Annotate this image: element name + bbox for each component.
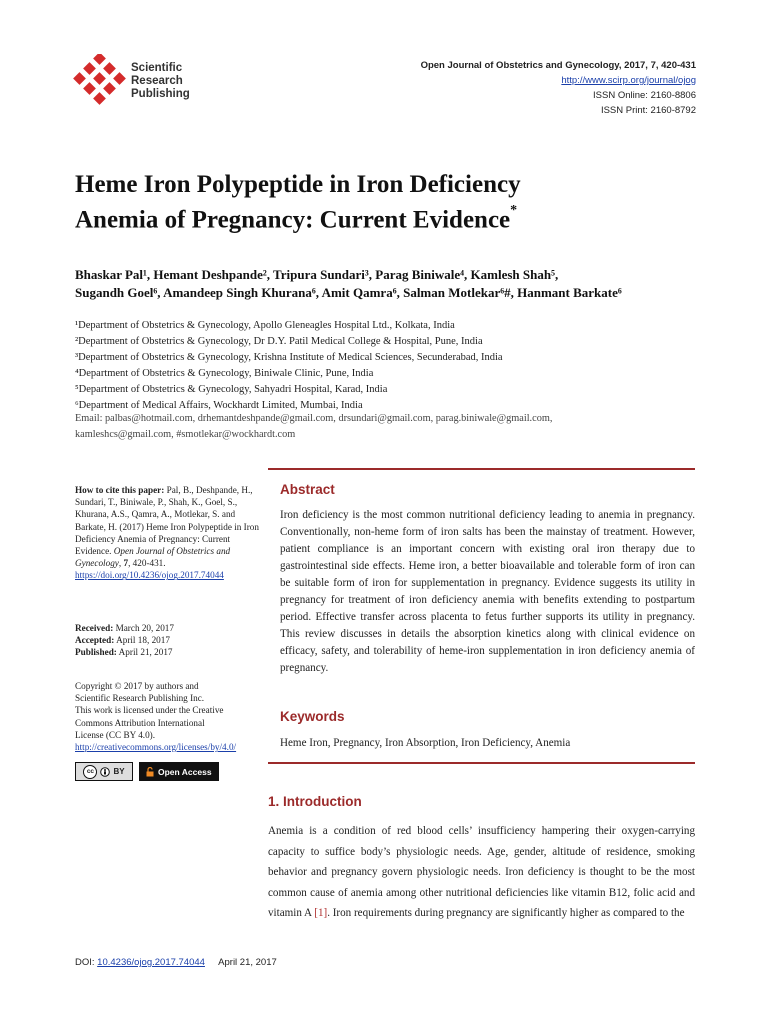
footer-doi-label: DOI: [75, 957, 95, 968]
copyright-line: Commons Attribution International [75, 717, 205, 728]
copyright-notice [75, 680, 265, 753]
open-access-label: Open Access [158, 766, 212, 777]
affiliation: ²Department of Obstetrics & Gynecology, Dr D.Y. Patil Medical College & Hospital, Pune, India [75, 336, 483, 347]
by-icon [100, 767, 110, 777]
affiliation: ⁴Department of Obstetrics & Gynecology, Biniwale Clinic, Pune, India [75, 368, 374, 379]
intro-text-part: Anemia is a condition of red blood cells’ insufficiency hampering their oxygen-carrying capacity to suffice body’s physiologic needs. Age, gender, altitude of residence, smoking behavior and pregnancy govern physiologic needs. Iron deficiency is thought to be the most common cause of anemia among other nutritional deficiencies like vitamin B12, folic acid and vitamin A [268, 825, 695, 919]
cite-label: How to cite this paper: [75, 485, 165, 495]
affiliation: ³Department of Obstetrics & Gynecology, Krishna Institute of Medical Sciences, Secunderabad, India [75, 352, 503, 363]
author-line: Sugandh Goel⁶, Amandeep Singh Khurana⁶, Amit Qamra⁶, Salman Motlekar⁶#, Hanmant Barkate⁶ [75, 285, 622, 300]
abstract-top-rule [268, 468, 695, 470]
abstract-heading: Abstract [280, 482, 335, 497]
email-line: Email: palbas@hotmail.com, drhemantdeshpande@gmail.com, drsundari@gmail.com, parag.biniwale@gmail.com, [75, 413, 553, 424]
publisher-line: Research [131, 75, 183, 87]
how-to-cite: How to cite this paper: Pal, B., Deshpande, H., Sundari, T., Biniwale, P., Shah, K., Goel, S., Khurana, A.S., Qamra, A., Motlekar, S. and Barkate, H. (2017) Heme Iron Polypeptide in Iron Deficiency Anemia of Pregnancy: Current Evidence. Open Journal of Obstetrics and Gynecology, 7, 420-431. https://doi.org/10.4236/ojog.2017.74044 [75, 485, 259, 581]
title-line: Heme Iron Polypeptide in Iron Deficiency [75, 171, 521, 198]
cite-text: Pal, B., Deshpande, H., Sundari, T., Biniwale, P., Shah, K., Goel, S., Khurana, A.S., Qamra, A., Motlekar, S. and Barkate, H. (2017) Heme Iron Polypeptide in Iron Deficiency Anemia of Pregnancy: Current Evidence. [75, 485, 259, 557]
open-access-badge [139, 762, 219, 781]
keywords-bottom-rule [268, 762, 695, 764]
license-link[interactable]: http://creativecommons.org/licenses/by/4.0/ [75, 742, 237, 753]
open-lock-icon [146, 767, 154, 777]
publisher-name [131, 62, 190, 101]
cc-by-badge[interactable] [75, 762, 133, 781]
issn-online: ISSN Online: 2160-8806 [593, 90, 696, 101]
intro-text-part: . Iron requirements during pregnancy are significantly higher as compared to the [327, 907, 685, 919]
publisher-line: Publishing [131, 88, 190, 100]
author-list [75, 266, 715, 302]
license-badges [75, 762, 219, 781]
cite-pages: , 420-431. [128, 558, 166, 569]
keywords-text: Heme Iron, Pregnancy, Iron Absorption, Iron Deficiency, Anemia [280, 737, 571, 749]
citation-link[interactable]: [1] [314, 907, 328, 919]
diamond-cluster-logo-icon [73, 54, 129, 110]
copyright-line: This work is licensed under the Creative [75, 705, 224, 716]
email-line: kamleshcs@gmail.com, #smotlekar@wockhardt.com [75, 429, 296, 440]
introduction-heading: 1. Introduction [268, 794, 362, 809]
cc-icon: cc [83, 765, 97, 779]
page-footer [75, 957, 277, 968]
abstract-text: Iron deficiency is the most common nutritional deficiency leading to anemia in pregnancy. Conventionally, non-heme form of iron salts has been the mainstay of treatment. However, patient compliance is an important concern with existing oral iron therapy due to gastrointestinal side effects. Heme iron, a better bioavailable and tolerable form of iron can be suitable form of iron for supplementation in pregnancy. Evidence suggests its utility in pregnancy for treatment of iron deficiency anemia with benefits extending to postpartum period. Effective transfer across placenta to fetus further supports its utility in pregnancy. This review discusses in details the absorption kinetics along with clinical evidence on efficacy, safety, and tolerability of heme-iron supplementation in iron deficiency anemia of pregnancy. [280, 509, 695, 674]
issn-print: ISSN Print: 2160-8792 [600, 105, 696, 116]
cite-journal: Open Journal of Obstetrics and Gynecology [75, 546, 231, 569]
copyright-line: License (CC BY 4.0). [75, 729, 156, 740]
email-list [75, 411, 725, 443]
cite-doi-link[interactable]: https://doi.org/10.4236/ojog.2017.74044 [75, 570, 224, 581]
affiliation: ¹Department of Obstetrics & Gynecology, Apollo Gleneagles Hospital Ltd., Kolkata, India [75, 320, 455, 331]
journal-info [421, 58, 696, 118]
title-footnote-mark: * [510, 203, 518, 218]
publisher-logo [73, 54, 129, 115]
affiliation: ⁶Department of Medical Affairs, Wockhardt Limited, Mumbai, India [75, 400, 363, 411]
cite-volume: 7 [123, 558, 129, 569]
received-date: March 20, 2017 [115, 623, 174, 633]
published-date: April 21, 2017 [118, 647, 173, 658]
by-label: BY [113, 767, 125, 776]
journal-url-link[interactable]: http://www.scirp.org/journal/ojog [561, 75, 696, 86]
title-line: Anemia of Pregnancy: Current Evidence [75, 206, 511, 234]
author-line: Bhaskar Pal¹, Hemant Deshpande², Tripura Sundari³, Parag Biniwale⁴, Kamlesh Shah⁵, [75, 267, 559, 282]
copyright-line: Copyright © 2017 by authors and [75, 681, 199, 691]
accepted-date: April 18, 2017 [116, 635, 170, 646]
accepted-label: Accepted: [75, 635, 115, 646]
footer-doi-link[interactable]: 10.4236/ojog.2017.74044 [97, 957, 205, 968]
affiliation: ⁵Department of Obstetrics & Gynecology, Sahyadri Hospital, Karad, India [75, 384, 388, 395]
published-label: Published: [75, 647, 117, 658]
journal-name: Open Journal of Obstetrics and Gynecology, 2017, 7, 420-431 [420, 60, 696, 71]
publisher-line: Scientific [131, 62, 183, 74]
introduction-text [268, 821, 695, 924]
received-label: Received: [75, 623, 114, 633]
affiliation-list [75, 318, 715, 414]
copyright-line: Scientific Research Publishing Inc. [75, 693, 205, 704]
article-dates [75, 622, 265, 659]
keywords-heading: Keywords [280, 709, 345, 724]
footer-date: April 21, 2017 [218, 957, 277, 968]
article-title [75, 170, 695, 235]
